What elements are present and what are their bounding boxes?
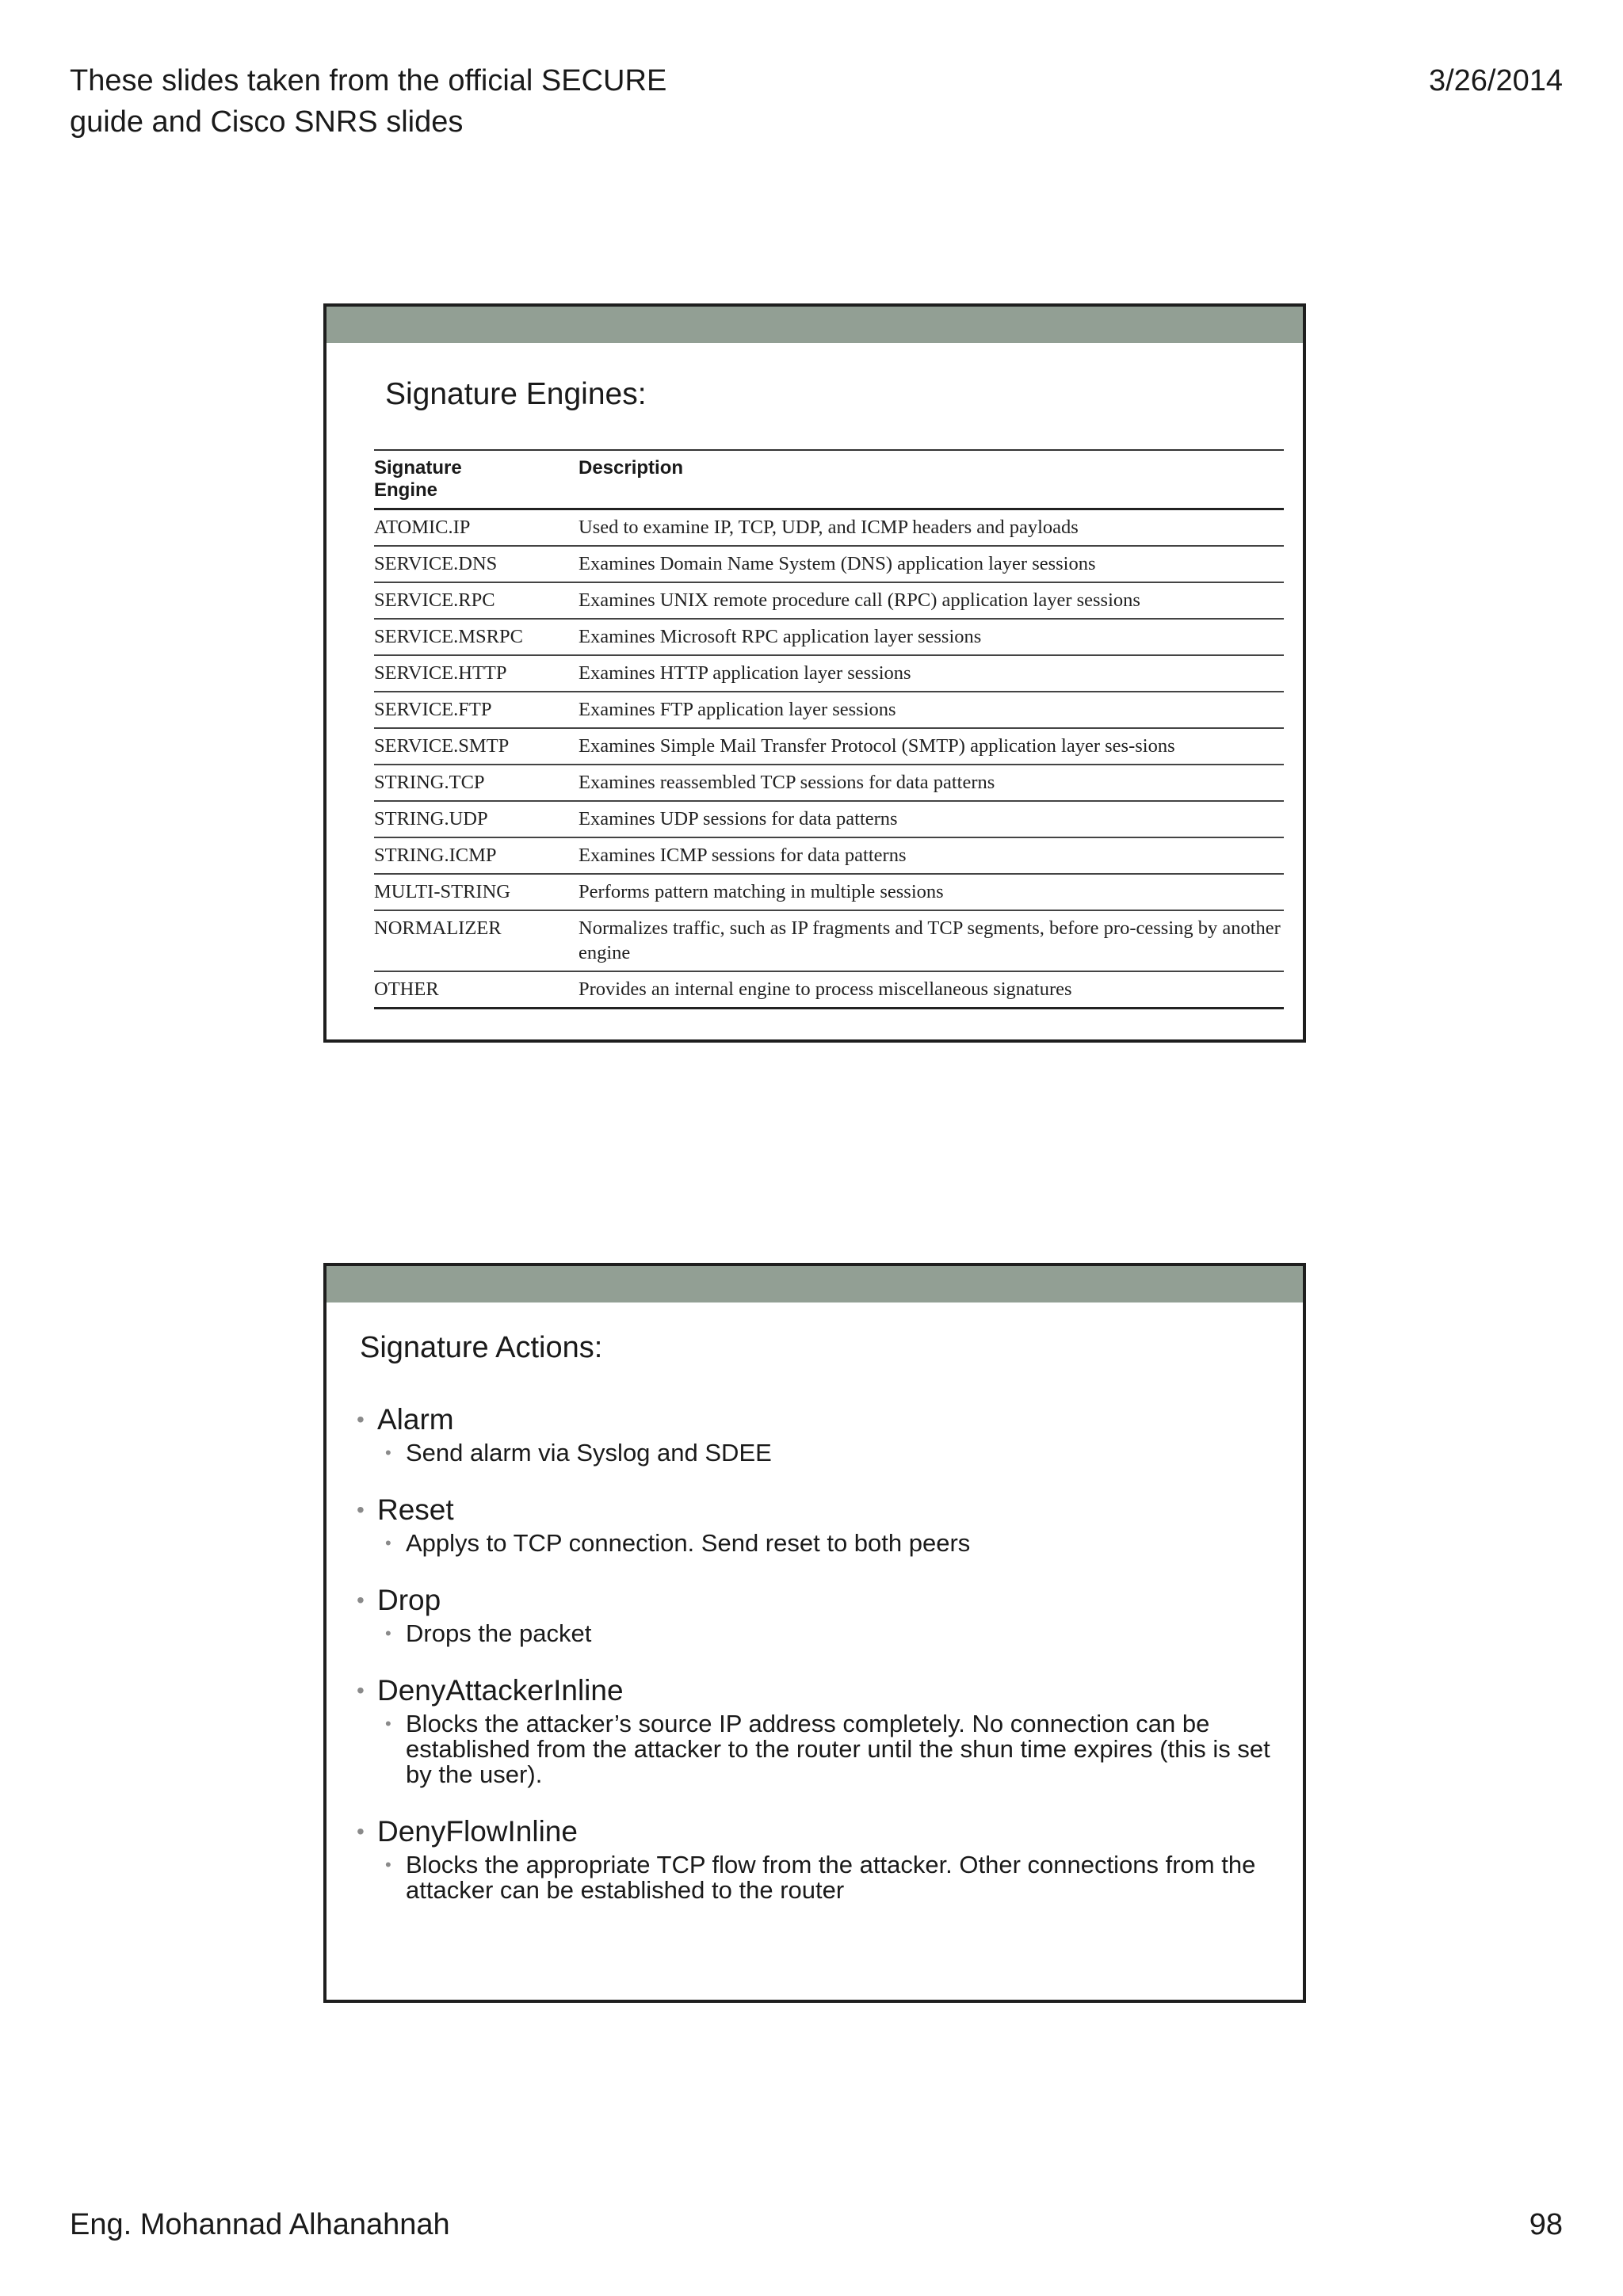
engine-description: Performs pattern matching in multiple sessions [579, 874, 1284, 910]
engine-name: SERVICE.DNS [374, 546, 579, 582]
slide-title: Signature Actions: [360, 1331, 603, 1364]
header-date: 3/26/2014 [1428, 64, 1563, 97]
page-number: 98 [1529, 2208, 1563, 2241]
engine-description: Examines reassembled TCP sessions for data patterns [579, 765, 1284, 801]
header-line-1: These slides taken from the official SECURE [70, 64, 667, 97]
table-row [374, 728, 1284, 765]
signature-engines-table [374, 449, 1284, 1009]
engine-description: Examines ICMP sessions for data patterns [579, 837, 1284, 874]
engine-description: Examines Simple Mail Transfer Protocol (SMTP) application layer ses-sions [579, 728, 1284, 765]
action-label: Reset [377, 1493, 454, 1526]
bullet-icon: • [385, 1533, 391, 1553]
action-detail: Blocks the attacker’s source IP address completely. No connection can be established from the attacker to the router until the shun time expires (this is set by the user). [406, 1710, 1270, 1788]
bullet-icon: • [357, 1588, 365, 1612]
slide-signature-engines [323, 303, 1306, 1043]
action-label: DenyFlowInline [377, 1815, 578, 1848]
engine-name: SERVICE.FTP [374, 692, 579, 728]
table-header-row [374, 450, 1284, 509]
engine-name: OTHER [374, 971, 579, 1009]
engine-name: STRING.TCP [374, 765, 579, 801]
table-row [374, 582, 1284, 619]
table-row [374, 910, 1284, 971]
slide-title-bar [327, 1266, 1303, 1302]
engine-name: SERVICE.MSRPC [374, 619, 579, 655]
table-row [374, 837, 1284, 874]
engine-name: NORMALIZER [374, 910, 579, 971]
table-row [374, 971, 1284, 1009]
action-label: Drop [377, 1584, 441, 1616]
footer-author: Eng. Mohannad Alhanahnah [70, 2208, 450, 2241]
action-label: Alarm [377, 1403, 454, 1436]
actions-list [357, 1402, 1276, 1930]
bullet-icon: • [385, 1443, 391, 1463]
action-detail: Blocks the appropriate TCP flow from the attacker. Other connections from the attacker can be established to the router [406, 1851, 1256, 1904]
engine-description: Normalizes traffic, such as IP fragments and TCP segments, before pro-cessing by another engine [579, 910, 1284, 971]
table-row [374, 874, 1284, 910]
column-header-engine: Signature Engine [374, 450, 579, 509]
engine-description: Provides an internal engine to process miscellaneous signatures [579, 971, 1284, 1009]
list-item [357, 1814, 1276, 1903]
engine-description: Examines FTP application layer sessions [579, 692, 1284, 728]
action-detail: Drops the packet [406, 1619, 592, 1647]
action-label: DenyAttackerInline [377, 1674, 624, 1707]
table-row [374, 765, 1284, 801]
engine-description: Examines Microsoft RPC application layer sessions [579, 619, 1284, 655]
bullet-icon: • [357, 1819, 365, 1844]
bullet-icon: • [385, 1623, 391, 1643]
bullet-icon: • [385, 1714, 391, 1733]
action-detail: Send alarm via Syslog and SDEE [406, 1439, 772, 1466]
table-row [374, 801, 1284, 837]
engine-name: ATOMIC.IP [374, 509, 579, 547]
engine-name: MULTI-STRING [374, 874, 579, 910]
table-row [374, 619, 1284, 655]
action-detail: Applys to TCP connection. Send reset to both peers [406, 1529, 971, 1557]
list-item [357, 1402, 1276, 1466]
engine-name: SERVICE.RPC [374, 582, 579, 619]
bullet-icon: • [357, 1407, 365, 1432]
engine-name: STRING.UDP [374, 801, 579, 837]
header-line-2: guide and Cisco SNRS slides [70, 105, 464, 139]
bullet-icon: • [357, 1497, 365, 1522]
bullet-icon: • [357, 1678, 365, 1703]
table-row [374, 546, 1284, 582]
engine-description: Examines UDP sessions for data patterns [579, 801, 1284, 837]
column-header-description: Description [579, 450, 1284, 509]
slide-title-bar [327, 307, 1303, 343]
slide-signature-actions [323, 1263, 1306, 2003]
engine-description: Examines Domain Name System (DNS) application layer sessions [579, 546, 1284, 582]
list-item [357, 1673, 1276, 1787]
engine-description: Examines UNIX remote procedure call (RPC) application layer sessions [579, 582, 1284, 619]
table-row [374, 692, 1284, 728]
engine-description: Used to examine IP, TCP, UDP, and ICMP headers and payloads [579, 509, 1284, 547]
bullet-icon: • [385, 1855, 391, 1875]
table-row [374, 509, 1284, 547]
engine-description: Examines HTTP application layer sessions [579, 655, 1284, 692]
engine-name: SERVICE.HTTP [374, 655, 579, 692]
list-item [357, 1583, 1276, 1646]
page-header-title [70, 60, 666, 143]
slide-title: Signature Engines: [385, 377, 647, 411]
engine-name: STRING.ICMP [374, 837, 579, 874]
list-item [357, 1493, 1276, 1556]
engine-name: SERVICE.SMTP [374, 728, 579, 765]
table-row [374, 655, 1284, 692]
